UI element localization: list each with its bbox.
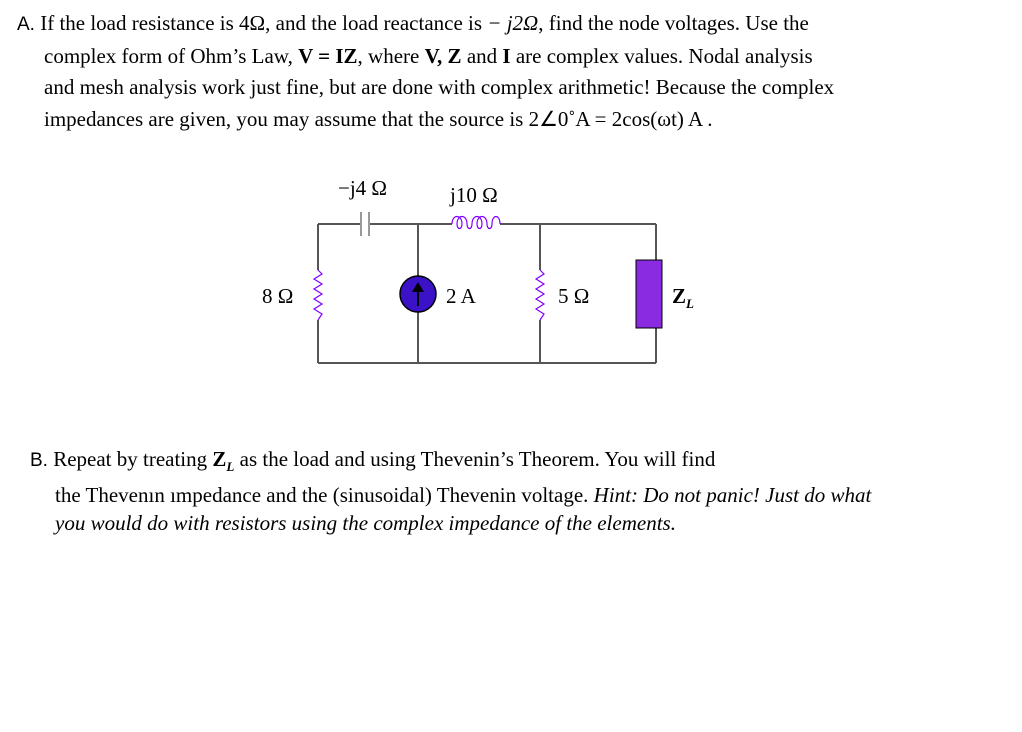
capacitor-symbol bbox=[361, 212, 369, 236]
load-reactance-value: − j2Ω bbox=[487, 11, 539, 35]
part-b-line-1 bbox=[30, 445, 1010, 481]
part-b-paragraph bbox=[30, 445, 1010, 537]
resistor-8-ohm-symbol bbox=[314, 270, 322, 320]
load-impedance-label: $Z_L$ bbox=[672, 284, 694, 311]
part-a-line-1-pre: If the load resistance is bbox=[34, 11, 240, 35]
load-resistance-value: 4Ω bbox=[239, 11, 266, 35]
inductor-symbol bbox=[452, 217, 500, 229]
part-a-line-4-post: . bbox=[702, 106, 713, 131]
part-a-line-2-mid: , where bbox=[357, 43, 425, 68]
part-b-line-1-post: as the load and using Thevenin’s Theorem. You will find bbox=[234, 447, 716, 471]
current-source-symbol bbox=[400, 276, 436, 312]
part-a-line-2-post: are complex values. Nodal analysis bbox=[510, 43, 813, 68]
circuit-wires bbox=[318, 224, 656, 363]
part-a-label: A. bbox=[17, 14, 35, 35]
part-b-line-1-pre: Repeat by treating bbox=[47, 447, 213, 471]
current-source-label: 2 A bbox=[446, 284, 476, 308]
inductor-label: j10 Ω bbox=[450, 183, 498, 207]
capacitor-label: −j4 Ω bbox=[338, 176, 388, 200]
part-b-hint: Hint: Do not panic! Just do what bbox=[593, 483, 872, 508]
load-impedance-symbol bbox=[636, 260, 662, 328]
part-a-line-2-pre: complex form of Ohm’s Law, bbox=[44, 43, 299, 68]
part-a-line-2-and: and bbox=[461, 43, 503, 68]
part-b-line-2 bbox=[30, 481, 1010, 509]
part-b-line-3: you would do with resistors using the complex impedance of the elements. bbox=[55, 511, 676, 536]
part-b-label: B. bbox=[30, 450, 48, 471]
resistor-5-ohm-label: 5 Ω bbox=[558, 284, 590, 308]
resistor-5-ohm-symbol bbox=[536, 270, 544, 320]
part-a-line-3: and mesh analysis work just fine, but are done with complex arithmetic! Because the complex bbox=[44, 75, 835, 99]
part-a-line-1-post: , find the node voltages. Use the bbox=[538, 11, 809, 35]
part-a-line-1-mid: , and the load reactance is bbox=[265, 11, 488, 35]
part-b-line-2-pre: the Thevenın ımpedance and the (sinusoidal) Thevenin voltage. bbox=[55, 483, 594, 508]
vars-v-z: V, Z bbox=[424, 43, 462, 68]
var-i: I bbox=[502, 43, 511, 68]
ohms-law-formula: V = IZ bbox=[298, 43, 358, 68]
resistor-8-ohm-label: 8 Ω bbox=[262, 284, 294, 308]
zl-symbol: $Z_L$ bbox=[212, 447, 235, 475]
part-a-line-4-pre: impedances are given, you may assume that the source is bbox=[44, 106, 529, 131]
source-phasor: 2∠0˚A = 2cos(ωt) A bbox=[528, 106, 703, 131]
